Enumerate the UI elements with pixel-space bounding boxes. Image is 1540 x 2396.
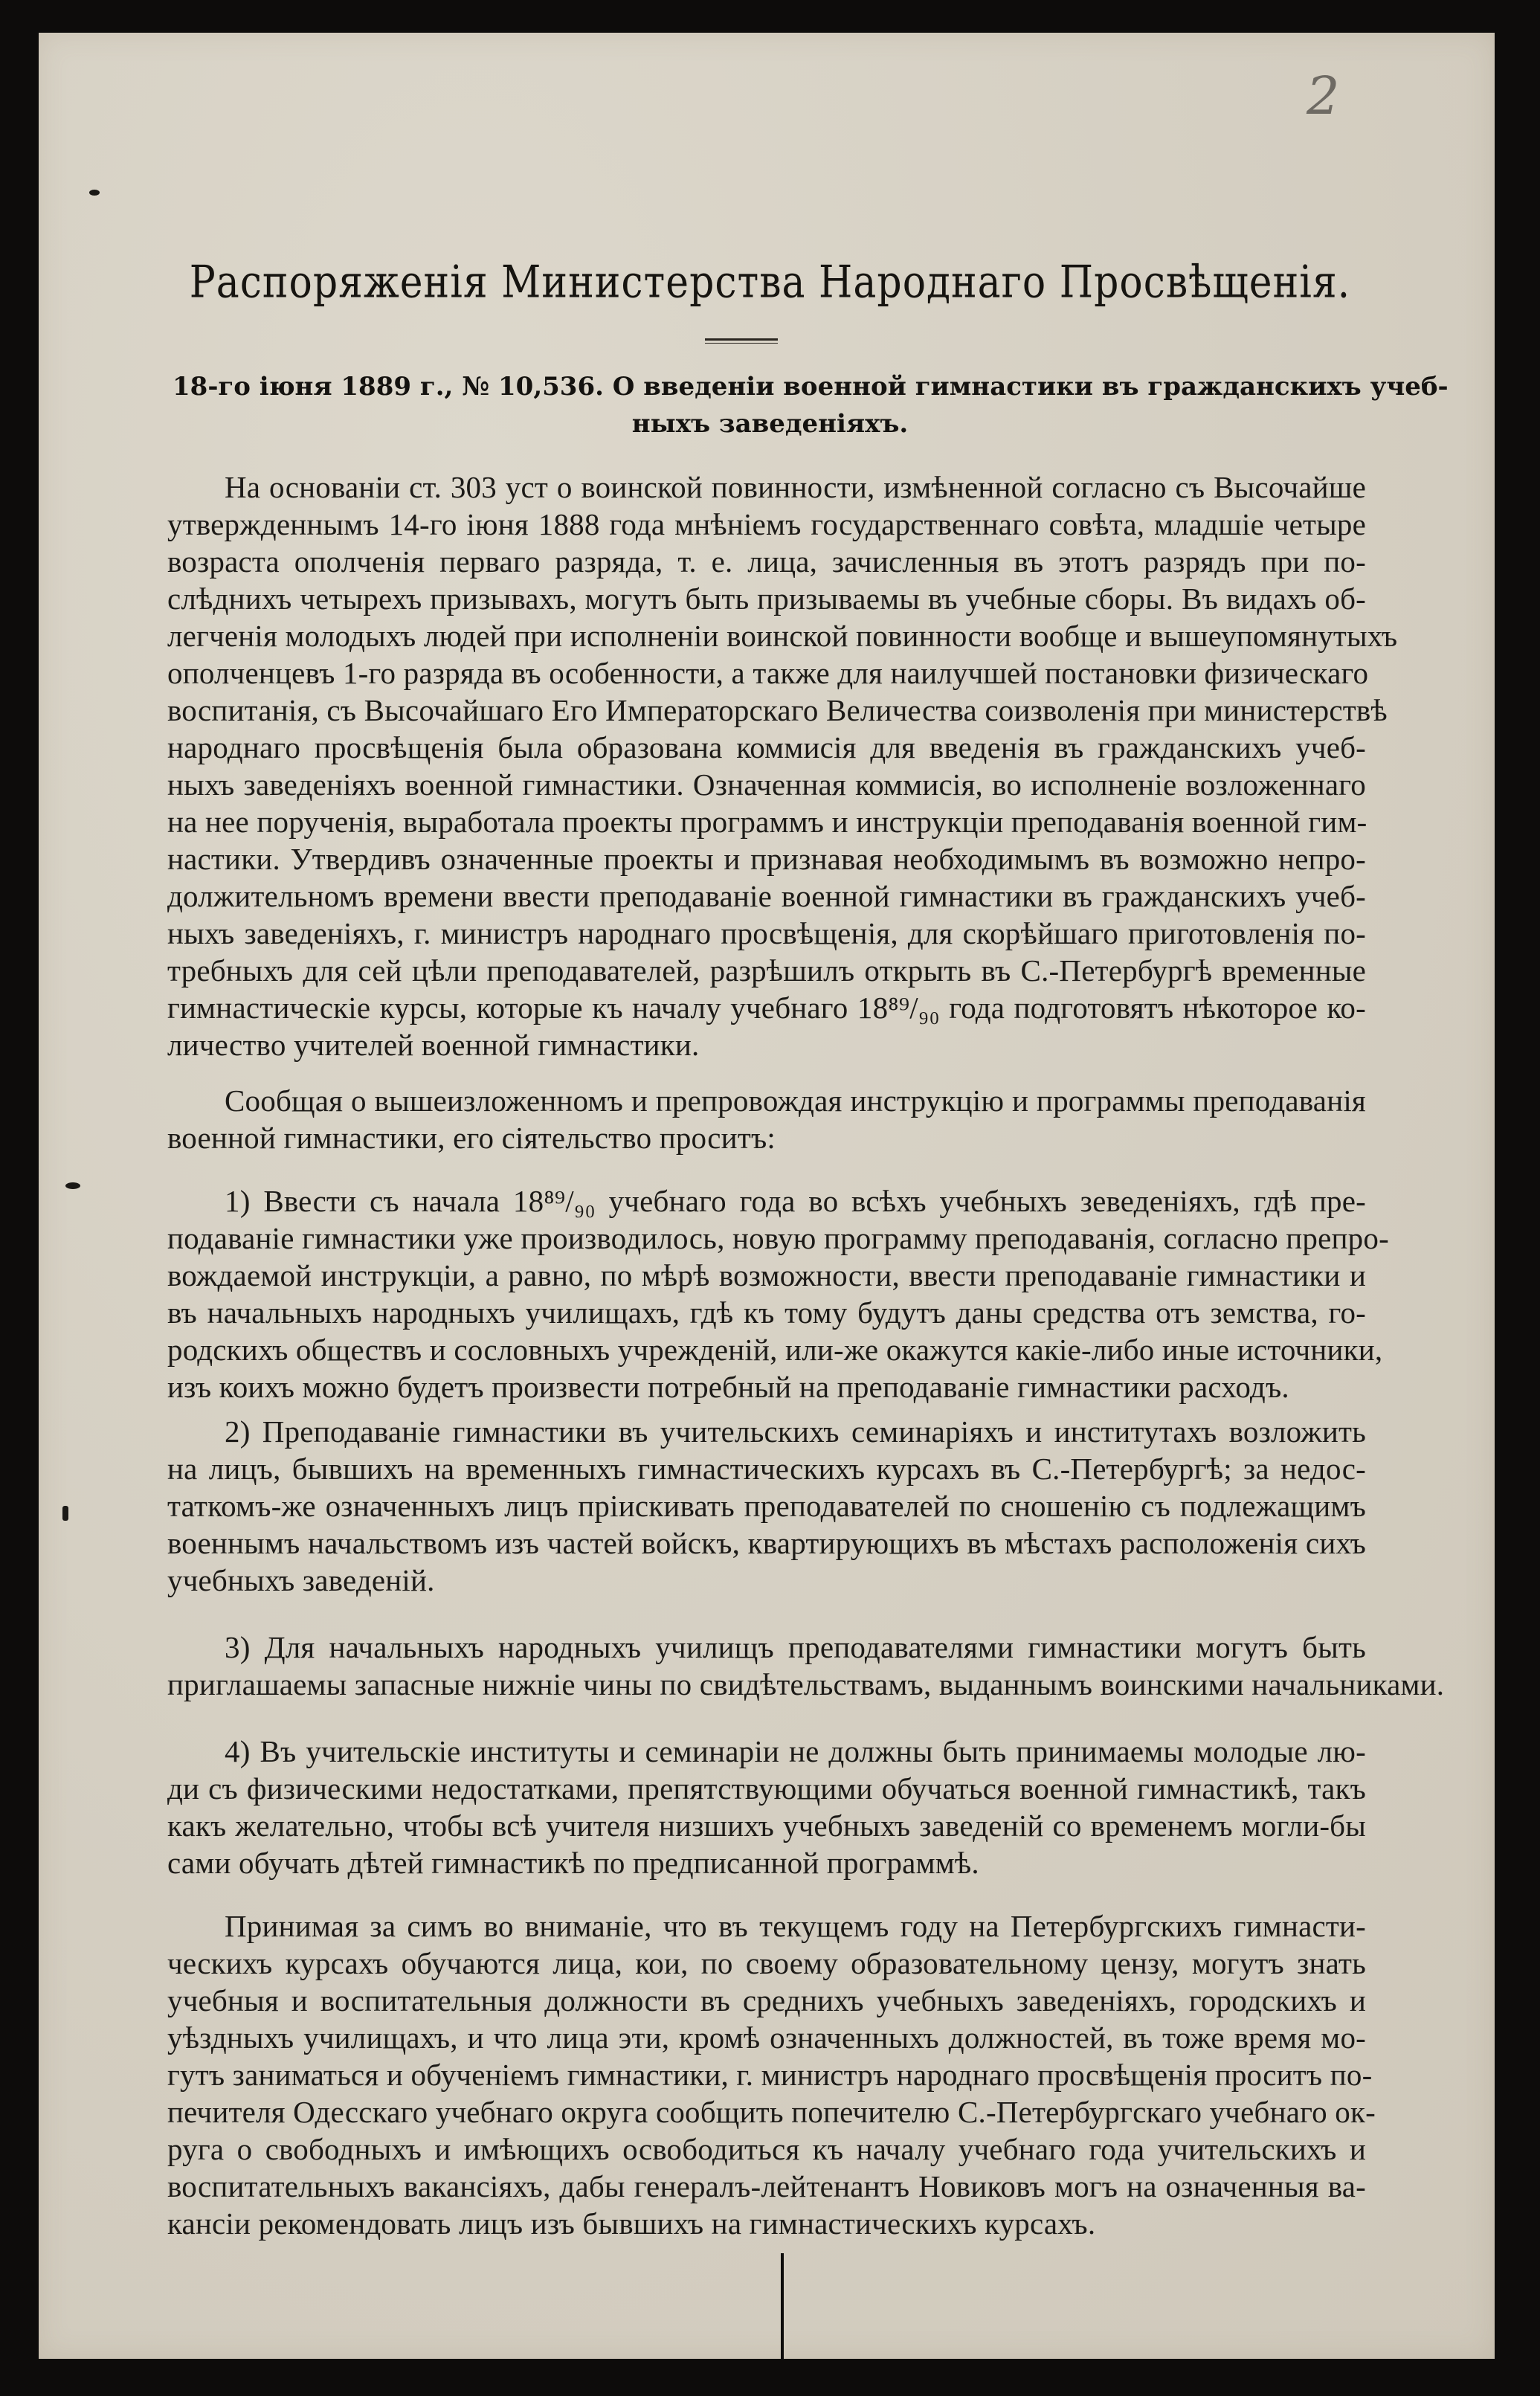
paragraph-7-line: ческихъ курсахъ обучаются лица, кои, по своему образовательному цензу, могутъ знать [167,1946,1366,1980]
paragraph-3-line: родскихъ обществъ и сословныхъ учрежденій, или-же окажутся какіе-либо иные источники, [167,1333,1383,1367]
paragraph-1-line: легченія молодыхъ людей при исполненіи воинской повинности вообще и вышеупомянутыхъ [167,619,1398,653]
paragraph-1-line: возраста ополченія перваго разряда, т. е. лица, зачисленныя въ этотъ разрядъ при по- [167,544,1366,579]
paragraph-1-line: ополченцевъ 1-го разряда въ особенности, а также для наилучшей постановки физическаго [167,656,1369,690]
paragraph-1-line: ныхъ заведеніяхъ военной гимнастики. Означенная коммисія, во исполненіе возложеннаго [167,767,1366,802]
paragraph-6-line: ди съ физическими недостатками, препятствующими обучаться военной гимнастикѣ, такъ [167,1771,1366,1806]
paragraph-1-line: На основаніи ст. 303 уст о воинской повинности, измѣненной согласно съ Высочайше [225,470,1366,504]
paragraph-3-line: изъ коихъ можно будетъ произвести потребный на преподаваніе гимнастики расходъ. [167,1370,1289,1404]
paragraph-1-line: настики. Утвердивъ означенные проекты и признавая необходимымъ въ возможно непро- [167,842,1366,876]
document-title: Распоряженія Министерства Народнаго Просвѣщенія. [189,257,1351,309]
paragraph-4-line: военнымъ начальствомъ изъ частей войскъ, квартирующихъ въ мѣстахъ расположенія сихъ [167,1526,1366,1560]
ink-blot-mark [65,1182,80,1189]
paragraph-6-line: какъ желательно, чтобы всѣ учителя низшихъ учебныхъ заведеній со временемъ могли-бы [167,1809,1366,1843]
paragraph-5-line: приглашаемы запасные нижніе чины по свидѣтельствамъ, выданнымъ воинскими начальниками. [167,1667,1445,1701]
paper-tear [781,2253,784,2359]
title-divider [705,343,778,344]
paragraph-7-line: гутъ заниматься и обученіемъ гимнастики, г. министръ народнаго просвѣщенія проситъ по- [167,2058,1373,2092]
paragraph-1-line: на нее порученія, выработала проекты программъ и инструкціи преподаванія военной гим- [167,805,1367,839]
order-heading-line: ныхъ заведеніяхъ. [631,409,909,439]
paragraph-1-line: слѣднихъ четырехъ призывахъ, могутъ быть призываемы въ учебные сборы. Въ видахъ об- [167,582,1366,616]
paragraph-7-line: руга о свободныхъ и имѣющихъ освободиться къ началу учебнаго года учительскихъ и [167,2132,1366,2166]
handwritten-page-number: 2 [1307,65,1340,126]
paragraph-1-line: гимнастическіе курсы, которые къ началу учебнаго 18⁸⁹/₉₀ года подготовятъ нѣкоторое ко- [167,991,1366,1025]
paragraph-1-line: личество учителей военной гимнастики. [167,1028,700,1062]
paragraph-1-line: утвержденнымъ 14-го іюня 1888 года мнѣніемъ государственнаго совѣта, младшіе четыре [167,507,1366,541]
paragraph-5-line: 3) Для начальныхъ народныхъ училищъ преподавателями гимнастики могутъ быть [225,1630,1366,1664]
ink-blot-mark [89,190,100,196]
paragraph-3-line: вождаемой инструкціи, а равно, по мѣрѣ возможности, ввести преподаваніе гимнастики и [167,1258,1366,1292]
paragraph-1-line: ныхъ заведеніяхъ, г. министръ народнаго просвѣщенія, для скорѣйшаго приготовленія по- [167,916,1366,950]
paragraph-7-line: Принимая за симъ во вниманіе, что въ текущемъ году на Петербургскихъ гимнасти- [225,1909,1366,1943]
paragraph-2-line: Сообщая о вышеизложенномъ и препровождая инструкцію и программы преподаванія [225,1083,1366,1118]
paragraph-1-line: должительномъ времени ввести преподаваніе военной гимнастики въ гражданскихъ учеб- [167,879,1366,913]
title-divider [705,338,778,341]
paragraph-4-line: таткомъ-же означенныхъ лицъ пріискивать преподавателей по сношенію съ подлежащимъ [167,1489,1366,1523]
paragraph-6-line: сами обучать дѣтей гимнастикѣ по предписанной программѣ. [167,1846,979,1880]
ink-blot-mark [62,1506,68,1521]
paragraph-3-line: подаваніе гимнастики уже производилось, новую программу преподаванія, согласно препро- [167,1221,1389,1255]
paragraph-4-line: на лицъ, бывшихъ на временныхъ гимнастическихъ курсахъ въ С.-Петербургѣ; за недос- [167,1452,1366,1486]
paragraph-7-line: кансіи рекомендовать лицъ изъ бывшихъ на гимнастическихъ курсахъ. [167,2206,1096,2241]
paragraph-7-line: воспитательныхъ вакансіяхъ, дабы генералъ-лейтенантъ Новиковъ могъ на означенныя ва- [167,2169,1366,2203]
paragraph-7-line: уѣздныхъ училищахъ, и что лица эти, кромѣ означенныхъ должностей, въ тоже время мо- [167,2020,1366,2055]
paragraph-7-line: учебныя и воспитательныя должности въ среднихъ учебныхъ заведеніяхъ, городскихъ и [167,1983,1366,2017]
paragraph-7-line: печителя Одесскаго учебнаго округа сообщить попечителю С.-Петербургскаго учебнаго ок- [167,2095,1376,2129]
paragraph-3-line: въ начальныхъ народныхъ училищахъ, гдѣ къ тому будутъ даны средства отъ земства, го- [167,1295,1366,1330]
paragraph-1-line: народнаго просвѣщенія была образована коммисія для введенія въ гражданскихъ учеб- [167,730,1366,764]
paragraph-1-line: воспитанія, съ Высочайшаго Его Императорскаго Величества соизволенія при министерствѣ [167,693,1388,727]
paragraph-3-line: 1) Ввести съ начала 18⁸⁹/₉₀ учебнаго года во всѣхъ учебныхъ зеведеніяхъ, гдѣ пре- [225,1184,1366,1218]
paragraph-1-line: требныхъ для сей цѣли преподавателей, разрѣшилъ открыть въ С.-Петербургѣ временные [167,953,1366,988]
paragraph-6-line: 4) Въ учительскіе институты и семинаріи не должны быть принимаемы молодые лю- [225,1734,1366,1768]
paragraph-4-line: учебныхъ заведеній. [167,1563,435,1597]
order-heading-line: 18-го іюня 1889 г., № 10,536. О введеніи военной гимнастики въ гражданскихъ учеб- [173,372,1449,402]
paragraph-2-line: военной гимнастики, его сіятельство проситъ: [167,1121,776,1155]
paragraph-4-line: 2) Преподаваніе гимнастики въ учительскихъ семинаріяхъ и институтахъ возложить [225,1414,1366,1449]
